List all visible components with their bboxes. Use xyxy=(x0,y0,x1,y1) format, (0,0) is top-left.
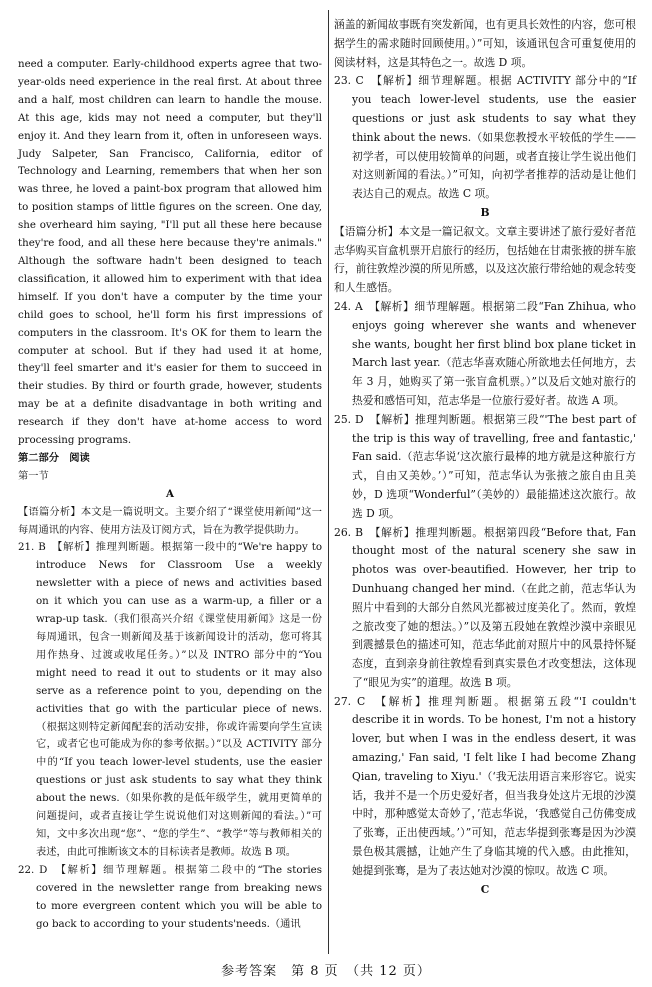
passage-label-c: C xyxy=(480,882,490,896)
section-heading: 第一节 xyxy=(18,469,49,482)
part-heading: 第二部分 阅读 xyxy=(18,451,90,464)
passage-analysis-b: 【语篇分析】本文是一篇记叙文。文章主要讲述了旅行爱好者范志华购买盲盒机票开启旅行的经历，包括她在甘肃张掖的拼车旅行，前往敦煌沙漠的所见所感，以及这次旅行带给她的观念转变和人生感悟。 xyxy=(334,224,636,295)
question-24-explanation: 24. A 【解析】细节理解题。根据第二段“Fan Zhihua, who enjoys going wherever she wants and whenever she wants, bought her first blind box plane ticket in March last year.（范志华喜欢随心所欲地去任何地方，去年 3 月，她购买了第一张盲盒机票。）”以及后文她对旅行的热爱和感悟可知，范志华是一位旅行爱好者。故选 A 项。 xyxy=(334,299,636,407)
column-divider xyxy=(328,10,329,954)
page-footer: 参考答案 第 8 页 （共 12 页） xyxy=(221,964,431,979)
left-column xyxy=(18,56,322,933)
question-22-explanation: 22. D 【解析】细节理解题。根据第二段中的“The stories covered in the newsletter range from breaking news to more evergreen content which you will be able to go back to according to your students'needs.（通讯 xyxy=(18,863,322,930)
question-25-explanation: 25. D 【解析】推理判断题。根据第三段“'The best part of the trip is this way of travelling, free and fantastic,' Fan said.（范志华说‘这次旅行最棒的地方就是这种旅行方式，自由又美妙。’）”可知，范志华认为张掖之旅自由且美妙，D 选项“Wonderful”（美妙的）最能描述这次旅行。故选 D 项。 xyxy=(334,412,636,520)
passage-label-b: B xyxy=(480,205,490,219)
question-27-explanation: 27. C 【解析】推理判断题。根据第五段“'I couldn't describe it in words. To be honest, I'm not a history lover, but when I was in the endless desert, it was amazing,' Fan said, 'I felt like I had become Zhang Qian, traveling to Xiyu.'（‘我无法用语言来形容它。说实话，我并不是一个历史爱好者，但当我身处这片无垠的沙漠中时，那种感觉太奇妙了，’范志华说，‘我感觉自己仿佛变成了张骞，正出使西域。’）”可知，范志华提到张骞是因为沙漠景色极其震撼，让她产生了身临其境的代入感。由此推知，她提到张骞，是为了表达她对沙漠的惊叹。故选 C 项。 xyxy=(334,694,636,877)
question-26-explanation: 26. B 【解析】推理判断题。根据第四段“Before that, Fan thought most of the natural scenery she saw in photos was over-beautified. However, her trip to Dunhuang changed her mind.（在此之前，范志华认为照片中看到的大部分自然风光都被过度美化了。然而，敦煌之旅改变了她的想法。）”以及第五段她在敦煌沙漠中亲眼见到震撼景色的描述可知，范志华此前对照片中的风景持怀疑态度，直到亲身前往敦煌看到真实景色才改变想法，这体现了“眼见为实”的道理。故选 B 项。 xyxy=(334,525,636,689)
question-23-explanation: 23. C 【解析】细节理解题。根据 ACTIVITY 部分中的“If you teach lower-level students, use the easier questions or just ask students to say what they think about the news.（如果您教授水平较低的学生——初学者，可以使用较简单的问题，或者直接让学生说出他们对这则新闻的看法。）”可知，向初学者推荐的活动是让他们表达自己的观点。故选 C 项。 xyxy=(334,74,636,201)
passage-label-a: A xyxy=(166,487,174,500)
passage-analysis-a: 【语篇分析】本文是一篇说明文。主要介绍了“课堂使用新闻”这一每周通讯的内容、使用方法及订阅方式，旨在为教学提供助力。 xyxy=(18,505,322,536)
question-22-continued: 涵盖的新闻故事既有突发新闻，也有更具长效性的内容，您可根据学生的需求随时回顾使用。）”可知，该通讯包含可重复使用的阅读材料，这是其特色之一。故选 D 项。 xyxy=(334,18,636,69)
right-column xyxy=(334,16,636,899)
intro-paragraph: need a computer. Early-childhood experts agree that two-year-olds need experience in the real first. At about three and a half, most children can learn to handle the mouse. At this age, kids may not need a computer, but they'll enjoy it. And they learn from it, often in unforeseen ways. Judy Salpeter, San Francisco, California, editor of Technology and Learning, remembers that when her son was three, he loved a paint-box program that allowed him to position stamps of little figures on the screen. One day, she overheard him saying, "I'll put all these here because they're food, and all these here because they're animals." Although the software hadn't been designed to teach classification, it allowed him to experiment with that idea himself. If you don't have a computer by the time your child goes to school, he'll form his first impressions of computers in the classroom. It's OK for them to learn the computer at school. But if they had used it at home, they'll feel smarter and it's easier for them to succeed in their studies. By third or fourth grade, however, students may be at a definite disadvantage in both writing and research if they don't have at-home access to word processing programs. xyxy=(18,58,322,447)
question-21-explanation: 21. B 【解析】推理判断题。根据第一段中的“We're happy to introduce News for Classroom Use a weekly newsletter with a piece of news and activities based on it which you can use as a warm-up, a filler or a wrap-up task.（我们很高兴介绍《课堂使用新闻》这是一份每周通讯，包含一则新闻及基于该新闻设计的活动，您可将其用作热身、过渡或收尾任务。）”以及 INTRO 部分中的“You might need to read it out to students or it may also serve as a reference point to you, depending on the activities that go with the particular piece of news.（根据这则特定新闻配套的活动安排，你或许需要向学生宣读它，或者它也可能成为你的参考依据。）”以及 ACTIVITY 部分中的“If you teach lower-level students, use the easier questions or just ask students to say what they think about the news.（如果你教的是低年级学生，就用更简单的问题提问，或者直接让学生说说他们对这则新闻的看法。）”可知，文中多次出现“您”、“您的学生”、“教学”等与教师相关的表述，由此可推断该文本的目标读者是教师。故选 B 项。 xyxy=(18,541,322,858)
